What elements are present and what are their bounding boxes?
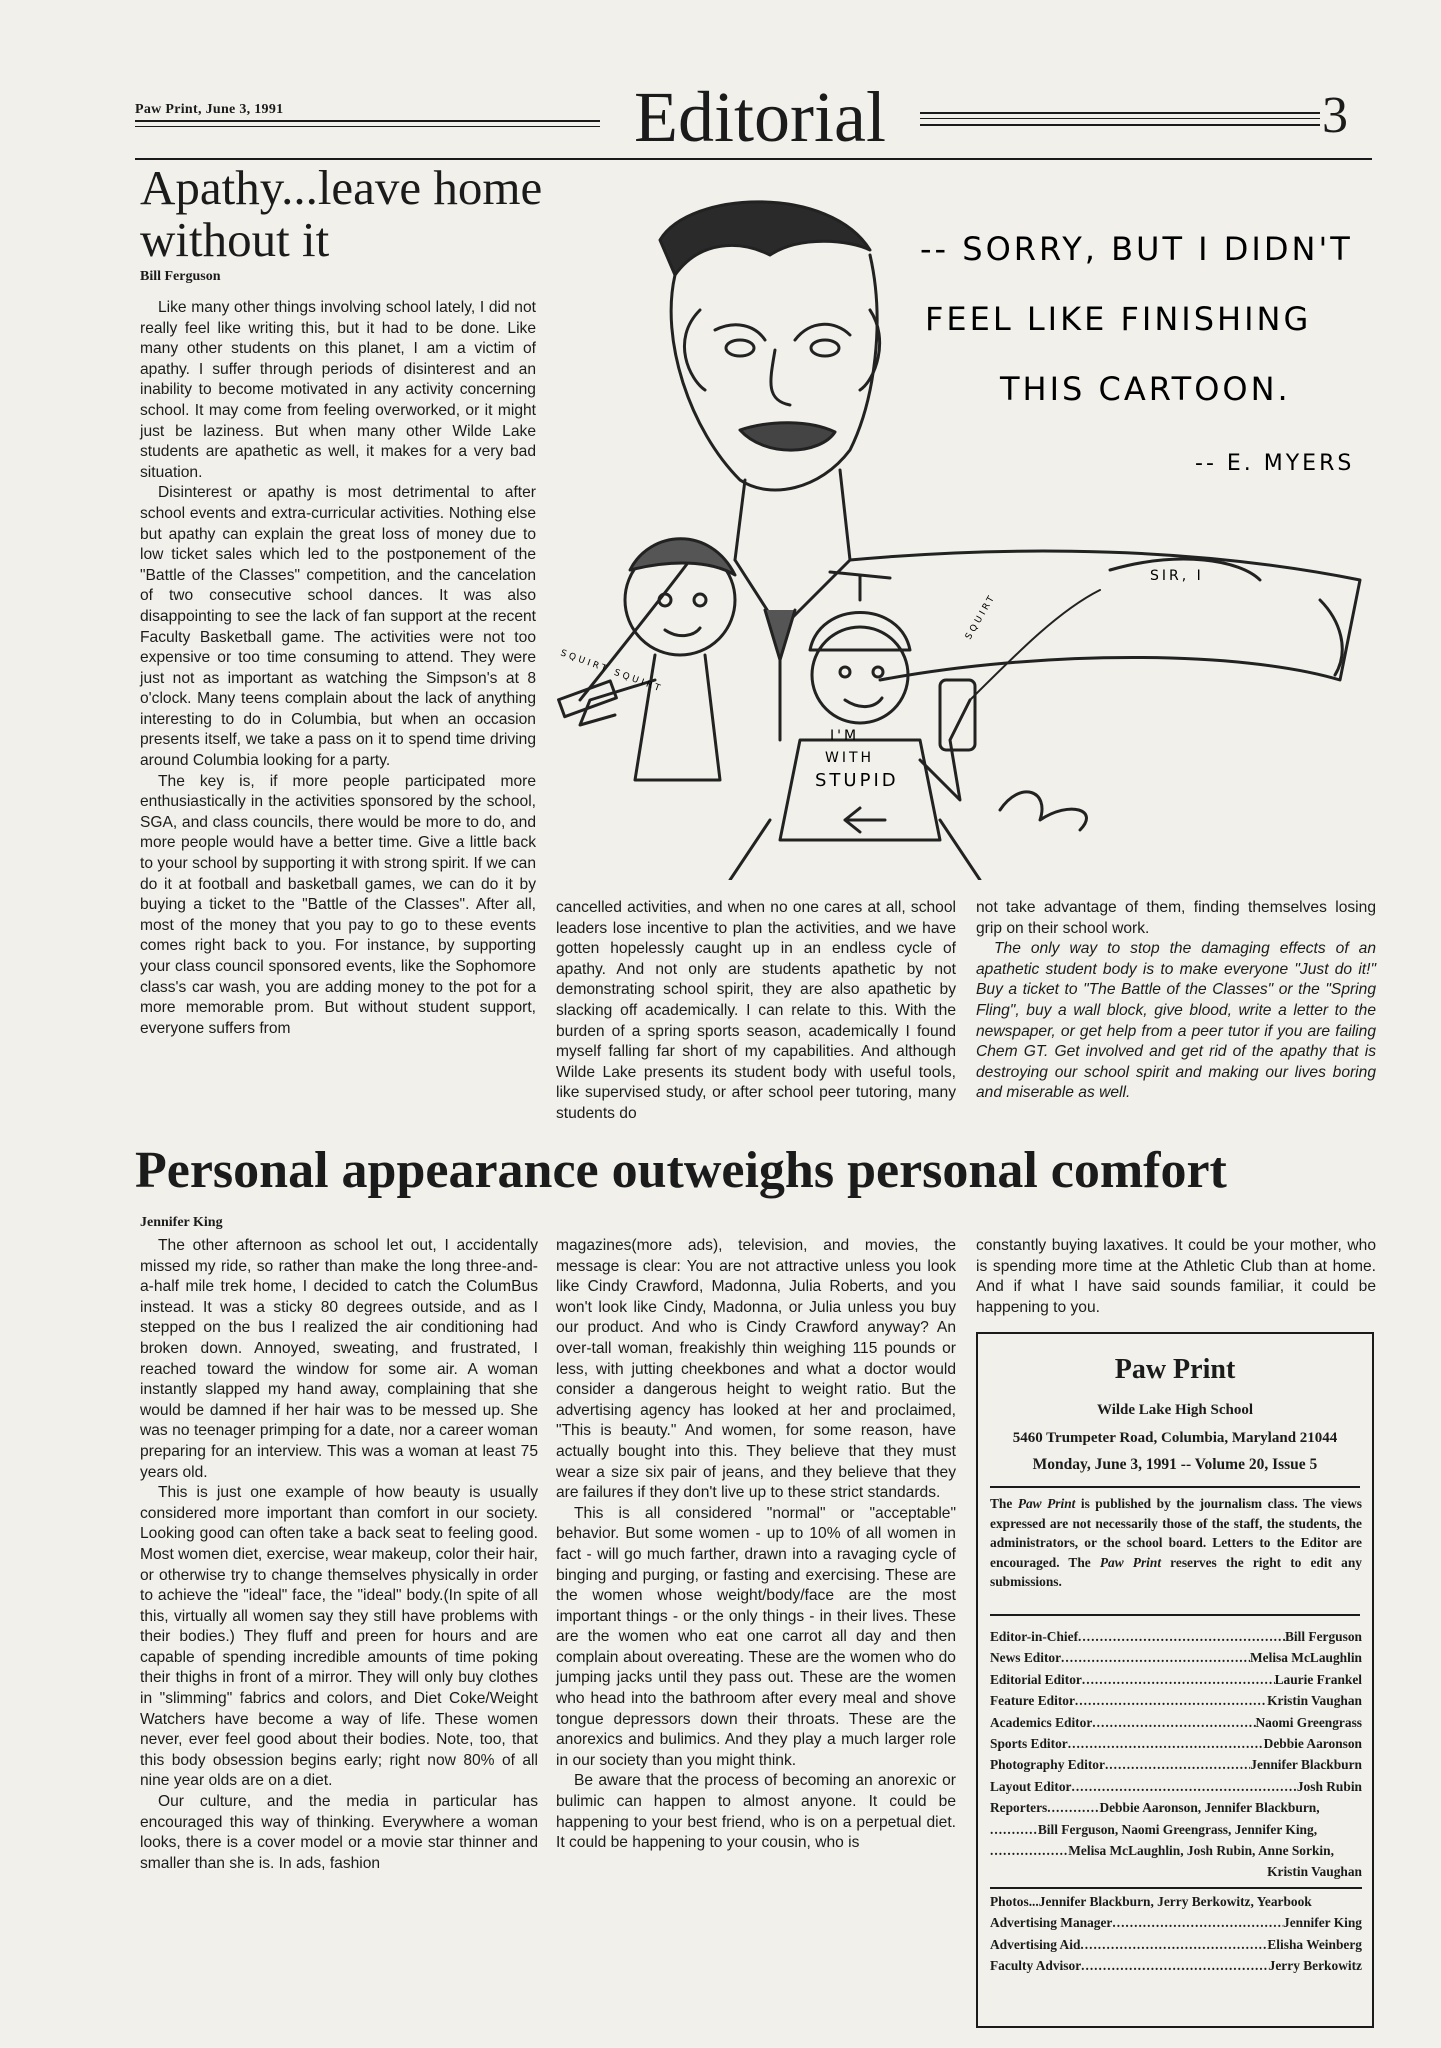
policy-text: reserves the right to edit any submissions.	[990, 1554, 1363, 1590]
cartoon-speech: SIR, I	[1150, 568, 1204, 584]
staff-name: Debbie Aaronson, Jennifer Blackburn,	[1099, 1800, 1320, 1816]
paragraph: constantly buying laxatives. It could be your mother, who is spending more time at the Athletic Club than at home. And if what I have said sounds familiar, it could be happening to you.	[976, 1237, 1376, 1316]
publication-name: Paw Print	[1099, 1554, 1162, 1570]
staff-role: Advertising Aid	[990, 1936, 1081, 1952]
masthead-issue-line: Paw Print, June 3, 1991	[135, 102, 284, 117]
staff-name: Melisa McLaughlin	[1250, 1650, 1362, 1666]
staff-box-school: Wilde Lake High School	[1096, 1402, 1253, 1418]
article-headline: Apathy...leave home without it	[140, 160, 543, 267]
staff-role: Sports Editor	[990, 1736, 1068, 1752]
staff-name: Jennifer King	[1283, 1915, 1362, 1931]
staff-row: .................. Melisa McLaughlin, Josh Rubin, Anne Sorkin,	[990, 1840, 1362, 1861]
staff-role: Advertising Manager	[990, 1915, 1113, 1931]
staff-row: ........... Bill Ferguson, Naomi Greengrass, Jennifer King,	[990, 1819, 1362, 1840]
editorial-cartoon	[540, 180, 1380, 880]
paragraph: Disinterest or apathy is most detrimental to after school events and extra-curricular activities. Nothing else but apathy can explain the great loss of money due to low ticket sales which led to the postponement of the "Battle of the Classes" competition, and the cancelation of two consecutive school dances. It was also disappointing to see the lack of fan support at the recent Faculty Basketball game. The activities were not too expensive or too time consuming to attend. They were just not as important as watching the Simpson's at 8 o'clock. Many teens complain about the lack of anything interesting to do in Columbia, but when an occasion presents itself, we take a pass on it to spend time driving around Columbia looking for a party.	[140, 484, 536, 770]
paragraph: not take advantage of them, finding themselves losing grip on their school work.	[976, 899, 1376, 937]
article-column	[556, 1236, 956, 1854]
staff-name: Jerry Berkowitz	[1268, 1958, 1362, 1974]
staff-row	[990, 1776, 1362, 1797]
staff-role: Editorial Editor	[990, 1671, 1082, 1687]
staff-role: Academics Editor	[990, 1714, 1093, 1730]
cartoon-sound-effect: SQUIRT SQUIRT	[558, 648, 665, 695]
staff-role: Reporters	[990, 1800, 1048, 1816]
staff-name: Melisa McLaughlin, Josh Rubin, Anne Sorkin,	[1068, 1843, 1334, 1859]
staff-role: Photography Editor	[990, 1757, 1105, 1773]
staff-name: Naomi Greengrass	[1255, 1714, 1362, 1730]
staff-row	[990, 1861, 1362, 1882]
masthead-rule	[920, 124, 1320, 126]
staff-role: News Editor	[990, 1650, 1062, 1666]
staff-name: Laurie Frankel	[1274, 1671, 1362, 1687]
paragraph: This is all considered "normal" or "acceptable" behavior. But some women - up to 10% of all women in fact - will go much farther, drawn into a ravaging cycle of binging and purging, or fasting and exercising. These are the women whose weight/body/face are the most important things - or the only things - in their lives. These are the women who eat one carrot all day and then complain about overeating. These are the women who do jumping jacks until they pass out. These are the women who head into the bathroom after every meal and shove tongue depressors down their throats. These are the anorexics and bulimics. And they play a much larger role in our society than you might think.	[556, 1504, 956, 1769]
staff-row	[990, 1934, 1362, 1955]
staff-row	[990, 1912, 1362, 1933]
staff-row	[990, 1669, 1362, 1690]
article-byline: Jennifer King	[140, 1215, 223, 1230]
policy-text: is published by the journalism class. The views expressed are not necessarily those of the staff, the students, the administrators, or the school board. Letters to the Editor are encouraged. The	[990, 1496, 1362, 1570]
masthead-rule	[920, 118, 1320, 119]
staff-row	[990, 1626, 1362, 1647]
cartoon-kid-right-head	[812, 627, 908, 723]
staff-role: Layout Editor	[990, 1778, 1072, 1794]
staff-name: Elisha Weinberg	[1267, 1936, 1362, 1952]
staff-name: Bill Ferguson, Naomi Greengrass, Jennifer King,	[1037, 1821, 1318, 1837]
staff-box-issue: Monday, June 3, 1991 -- Volume 20, Issue 5	[1032, 1456, 1318, 1473]
policy-text: The	[990, 1496, 1018, 1511]
article-headline: Personal appearance outweighs personal comfort	[135, 1142, 1227, 1199]
article-column	[976, 1236, 1376, 1336]
staff-name: Kristin Vaughan	[1267, 1693, 1362, 1709]
section-title: Editorial	[634, 77, 886, 157]
staff-role: Feature Editor	[990, 1693, 1075, 1709]
paragraph: cancelled activities, and when no one cares at all, school leaders lose incentive to plan the activities, and we have gotten hopelessly caught up in an endless cycle of apathy. And not only are students apathetic by not demonstrating school spirit, they are also apathetic by slacking off academically. I can relate to this. With the burden of a spring sports season, academically I found myself falling far short of my capabilities. And although Wilde Lake presents its student body with useful tools, like supervised study, or after school peer tutoring, many students do	[556, 899, 956, 1122]
paragraph: The only way to stop the damaging effects of an apathetic student body is to make everyone "Just do it!" Buy a ticket to "The Battle of the Classes" or the "Spring Fling", buy a wall block, give blood, write a letter to the newspaper, or get help from a peer tutor if you are failing Chem GT. Get involved and get rid of the apathy that is destroying our school spirit and making our lives boring and miserable as well.	[976, 940, 1376, 1102]
masthead-rule	[135, 120, 600, 122]
staff-name: Jennifer Blackburn, Jerry Berkowitz, Yearbook	[1038, 1893, 1312, 1909]
staff-box	[976, 1332, 1374, 2028]
cartoon-caption-line: THIS CARTOON.	[1000, 370, 1291, 408]
cartoon-man-hair	[660, 202, 870, 275]
cartoon-shirt-line: STUPID	[815, 770, 899, 791]
cartoon-caption-line: FEEL LIKE FINISHING	[925, 300, 1312, 338]
staff-name: Josh Rubin	[1296, 1778, 1362, 1794]
cartoon-shirt-line: WITH	[825, 750, 875, 766]
paragraph: Be aware that the process of becoming an anorexic or bulimic can happen to almost anyone. It could be happening to your best friend, who is on a perpetual diet. It could be happening to your cousin, who is	[556, 1772, 956, 1852]
staff-name: Debbie Aaronson	[1263, 1736, 1362, 1752]
paragraph: Like many other things involving school lately, I did not really feel like writing this, but it had to be done. Like many other students on this planet, I am a victim of apathy. I suffer through periods of disinterest and an inability to become motivated in any activity concerning school. It may come from feeling overworked, or it might just be laziness. But when many other Wilde Lake students are apathetic as well, it makes for a very bad situation.	[140, 299, 536, 481]
staff-name: Jennifer Blackburn	[1250, 1757, 1362, 1773]
staff-row	[990, 1955, 1362, 1976]
staff-row	[990, 1647, 1362, 1668]
divider	[990, 1486, 1360, 1488]
staff-role: Editor-in-Chief	[990, 1629, 1079, 1644]
page-number: 3	[1322, 87, 1348, 144]
staff-box-address: 5460 Trumpeter Road, Columbia, Maryland 21044	[1012, 1430, 1338, 1446]
staff-role: Faculty Advisor	[990, 1958, 1082, 1974]
cartoon-shirt-line: I'M	[830, 728, 860, 744]
paragraph: The other afternoon as school let out, I accidentally missed my ride, so rather than make the long three-and-a-half mile trek home, I decided to catch the ColumBus instead. It was a sticky 80 degrees outside, and as I stepped on the bus I realized the air conditioning had broken down. Annoyed, sweating, and frustrated, I reached toward the window for some air. A woman instantly slapped my hand away, complaining that she would be damned if her hair was to be messed up. She was no teenager primping for a date, nor a career woman preparing for an interview. This was a woman at least 75 years old.	[140, 1237, 538, 1481]
article-column	[556, 898, 956, 1125]
article-column	[976, 898, 1376, 1104]
article-byline: Bill Ferguson	[140, 269, 221, 284]
staff-box-title: Paw Print	[1114, 1354, 1236, 1385]
article-column	[140, 298, 536, 1039]
paragraph: The key is, if more people participated more enthusiastically in the activities sponsored by the school, SGA, and class councils, there would be more to do, and more people would have a better time. Give a little back to your school by supporting it with strong spirit. If we can do it at football and basketball games, we can do it by buying a ticket to the "Battle of the Classes". After all, most of the money that you pay to go to these events comes right back to you. For instance, by supporting your class council sponsored events, like the Sophomore class's car wash, you are adding money to the pot for a more memorable prom. But without student support, everyone suffers from	[140, 772, 536, 1037]
divider	[990, 1614, 1360, 1616]
staff-row: Photos ... Jennifer Blackburn, Jerry Berkowitz, Yearbook	[990, 1891, 1362, 1912]
staff-row: Reporters ............ Debbie Aaronson, Jennifer Blackburn,	[990, 1797, 1362, 1818]
staff-role: Photos	[990, 1893, 1029, 1909]
paragraph: This is just one example of how beauty is usually considered more important than comfort in our society. Looking good can often take a back seat to feeling good. Most women diet, exercise, wear makeup, color their hair, or otherwise try to change themselves physically in order to achieve the "ideal" face, the "ideal" body.(In spite of all this, virtually all women say they still have problems with their bodies.) They fluff and preen for hours and are capable of spending incredible amounts of time poking their thighs in front of a mirror. They will only buy clothes in "slimming" fabrics and colors, and Diet Coke/Weight Watchers have become a way of life. These women never, ever feel good about their bodies. Note, too, that this body obsession begins early; right now 80% of all nine year olds are on a diet.	[140, 1484, 538, 1790]
staff-row	[990, 1690, 1362, 1711]
staff-name: Kristin Vaughan	[1267, 1864, 1362, 1880]
masthead-rule	[135, 126, 600, 127]
staff-row	[990, 1733, 1362, 1754]
paragraph: Our culture, and the media in particular has encouraged this way of thinking. Everywhere a woman looks, there is a cover model or a movie star thinner and smaller than she is. In ads, fashion	[140, 1793, 538, 1872]
cartoon-man-face	[671, 255, 877, 490]
masthead-rule	[920, 112, 1320, 114]
publication-name: Paw Print	[1017, 1496, 1076, 1511]
cartoon-sound-effect: SQUIRT	[963, 592, 999, 642]
divider	[990, 1887, 1362, 1889]
staff-box-policy	[990, 1494, 1362, 1592]
staff-name: Bill Ferguson	[1284, 1629, 1362, 1644]
staff-row	[990, 1754, 1362, 1775]
cartoon-caption-line: -- SORRY, BUT I DIDN'T	[920, 230, 1353, 268]
staff-row	[990, 1712, 1362, 1733]
staff-list	[990, 1626, 1362, 1977]
article-column	[140, 1236, 538, 1874]
paragraph: magazines(more ads), television, and movies, the message is clear: You are not attractive unless you look like Cindy Crawford, Madonna, Julia Roberts, and you won't look like Cindy, Madonna, or Julia unless you buy our product. And who is Cindy Crawford anyway? An over-tall woman, freakishly thin weighing 115 pounds or less, with jutting cheekbones and what a doctor would consider a dangerous height to weight ratio. But the advertising agency has looked at her and proclaimed, "This is beauty." And women, for some reason, have actually bought into this. They believe that they must wear a size six pair of jeans, and they believe that they are failures if they don't live up to these strict standards.	[556, 1237, 956, 1502]
cartoon-signature: -- E. MYERS	[1195, 451, 1355, 476]
